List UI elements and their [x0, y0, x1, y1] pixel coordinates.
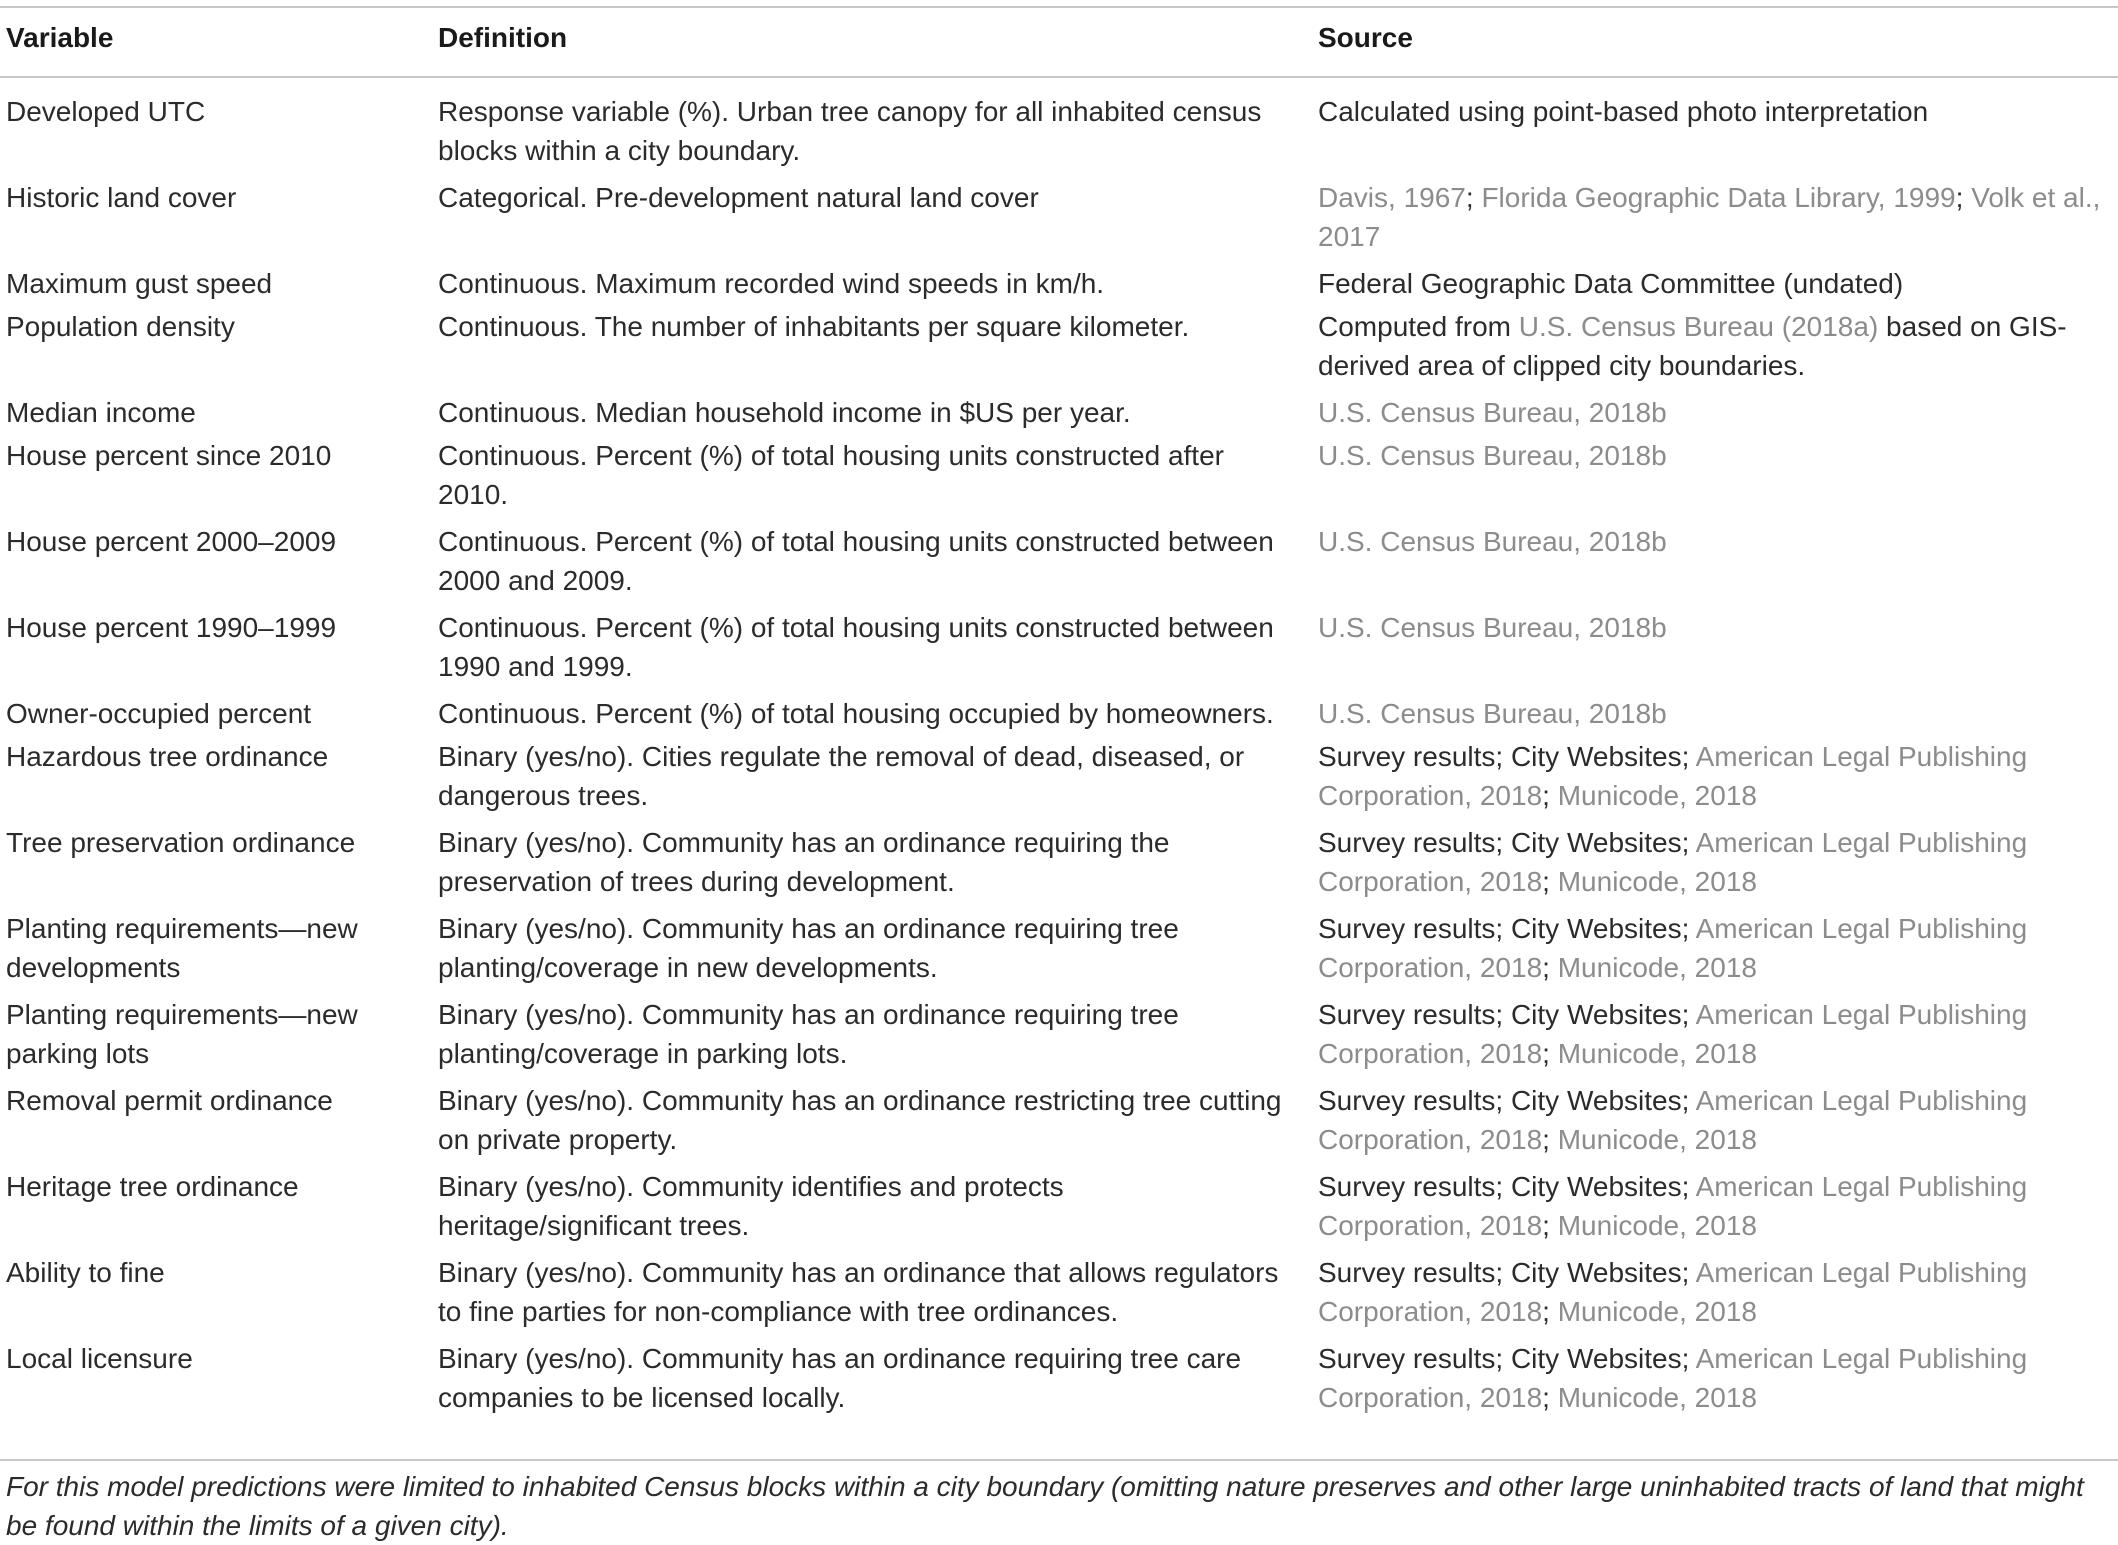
cell-variable: Population density	[6, 311, 235, 342]
source-text: Computed from	[1318, 311, 1519, 342]
source-text: Survey results; City Websites;	[1318, 1343, 1696, 1374]
cell-variable: Heritage tree ordinance	[6, 1171, 299, 1202]
source-citation-link[interactable]: U.S. Census Bureau, 2018b	[1318, 698, 1667, 729]
source-text: ;	[1542, 1296, 1558, 1327]
cell-variable: Hazardous tree ordinance	[6, 741, 329, 772]
cell-definition: Continuous. Median household income in $US per year.	[438, 397, 1131, 428]
cell-definition: Binary (yes/no). Community has an ordinance requiring the preservation of trees during development.	[438, 827, 1170, 897]
cell-source	[1318, 909, 2118, 987]
source-text: ;	[1542, 1382, 1558, 1413]
cell-variable: Historic land cover	[6, 182, 237, 213]
table-row	[0, 436, 2118, 522]
table-row	[0, 1081, 2118, 1167]
cell-source	[1318, 1167, 2118, 1245]
source-citation-link[interactable]: Municode, 2018	[1557, 1382, 1757, 1413]
cell-definition: Response variable (%). Urban tree canopy for all inhabited census blocks within a city boundary.	[438, 96, 1262, 166]
cell-definition: Continuous. Percent (%) of total housing units constructed after 2010.	[438, 440, 1224, 510]
source-citation-link[interactable]: Volk et al., 2017	[1318, 182, 2101, 252]
cell-source	[1318, 737, 2118, 815]
header-definition: Definition	[438, 22, 568, 53]
table-row	[0, 178, 2118, 264]
table-row	[0, 608, 2118, 694]
source-citation-link[interactable]: U.S. Census Bureau, 2018b	[1318, 397, 1667, 428]
source-citation-link[interactable]: Municode, 2018	[1557, 1038, 1757, 1069]
table-row	[0, 694, 2118, 737]
source-citation-link[interactable]: Municode, 2018	[1557, 952, 1757, 983]
cell-source	[1318, 307, 2118, 385]
source-citation-link[interactable]: Davis, 1967	[1318, 182, 1466, 213]
source-citation-link[interactable]: U.S. Census Bureau, 2018b	[1318, 440, 1667, 471]
cell-source	[1318, 522, 2118, 561]
header-rule	[0, 76, 2118, 78]
cell-source	[1318, 995, 2118, 1073]
source-citation-link[interactable]: Municode, 2018	[1557, 866, 1757, 897]
cell-source	[1318, 1339, 2118, 1417]
source-citation-link[interactable]: American Legal Publishing Corporation, 2018	[1318, 827, 2028, 897]
cell-variable: House percent 2000–2009	[6, 526, 337, 557]
cell-source	[1318, 608, 2118, 647]
source-text: Survey results; City Websites;	[1318, 827, 1696, 858]
source-citation-link[interactable]: American Legal Publishing Corporation, 2018	[1318, 1085, 2028, 1155]
cell-variable: Median income	[6, 397, 196, 428]
source-text: Calculated using point-based photo interpretation	[1318, 96, 1929, 127]
cell-variable: Planting requirements—new developments	[6, 913, 358, 983]
table-row	[0, 92, 2118, 178]
source-text: Survey results; City Websites;	[1318, 1085, 1696, 1116]
source-citation-link[interactable]: American Legal Publishing Corporation, 2018	[1318, 741, 2028, 811]
table-row	[0, 823, 2118, 909]
cell-definition: Continuous. Percent (%) of total housing occupied by homeowners.	[438, 698, 1274, 729]
cell-variable: Maximum gust speed	[6, 268, 273, 299]
cell-variable: Developed UTC	[6, 96, 206, 127]
source-citation-link[interactable]: Municode, 2018	[1557, 1124, 1757, 1155]
cell-definition: Continuous. Percent (%) of total housing units constructed between 1990 and 1999.	[438, 612, 1274, 682]
cell-variable: Owner-occupied percent	[6, 698, 312, 729]
cell-source	[1318, 393, 2118, 432]
source-citation-link[interactable]: Florida Geographic Data Library, 1999	[1481, 182, 1956, 213]
table-row	[0, 737, 2118, 823]
cell-definition: Binary (yes/no). Community has an ordinance requiring tree care companies to be licensed locally.	[438, 1343, 1242, 1413]
source-text: ;	[1542, 1038, 1558, 1069]
table-row	[0, 393, 2118, 436]
source-text: Survey results; City Websites;	[1318, 999, 1696, 1030]
source-citation-link[interactable]: American Legal Publishing Corporation, 2018	[1318, 1343, 2028, 1413]
source-citation-link[interactable]: U.S. Census Bureau, 2018b	[1318, 526, 1667, 557]
table-row	[0, 1339, 2118, 1425]
cell-definition: Continuous. Maximum recorded wind speeds in km/h.	[438, 268, 1105, 299]
source-text: Federal Geographic Data Committee (undated)	[1318, 268, 1904, 299]
cell-source	[1318, 694, 2118, 733]
cell-definition: Categorical. Pre-development natural land cover	[438, 182, 1039, 213]
source-citation-link[interactable]: Municode, 2018	[1557, 1296, 1757, 1327]
header-variable: Variable	[6, 22, 114, 53]
source-text: ;	[1542, 952, 1558, 983]
source-text: ;	[1465, 182, 1482, 213]
table-bottom-rule	[0, 1459, 2118, 1461]
cell-variable: Tree preservation ordinance	[6, 827, 356, 858]
source-text: Survey results; City Websites;	[1318, 741, 1696, 772]
table-row	[0, 909, 2118, 995]
source-text: based on GIS-derived area of clipped city boundaries.	[1318, 311, 2067, 381]
cell-variable: House percent since 2010	[6, 440, 332, 471]
cell-variable: House percent 1990–1999	[6, 612, 337, 643]
cell-variable: Local licensure	[6, 1343, 193, 1374]
cell-source	[1318, 1253, 2118, 1331]
cell-definition: Binary (yes/no). Community identifies and protects heritage/significant trees.	[438, 1171, 1064, 1241]
source-citation-link[interactable]: Municode, 2018	[1557, 1210, 1757, 1241]
table-row	[0, 1167, 2118, 1253]
cell-definition: Binary (yes/no). Cities regulate the removal of dead, diseased, or dangerous trees.	[438, 741, 1245, 811]
cell-definition: Binary (yes/no). Community has an ordinance requiring tree planting/coverage in new developments.	[438, 913, 1179, 983]
source-text: Survey results; City Websites;	[1318, 1171, 1696, 1202]
cell-source	[1318, 1081, 2118, 1159]
cell-definition: Continuous. The number of inhabitants per square kilometer.	[438, 311, 1190, 342]
source-citation-link[interactable]: U.S. Census Bureau (2018a)	[1518, 311, 1879, 342]
cell-definition: Binary (yes/no). Community has an ordinance that allows regulators to fine parties for non-compliance with tree ordinances.	[438, 1257, 1279, 1327]
cell-source	[1318, 264, 2118, 303]
cell-source	[1318, 436, 2118, 475]
cell-source	[1318, 823, 2118, 901]
cell-definition: Binary (yes/no). Community has an ordinance restricting tree cutting on private property.	[438, 1085, 1282, 1155]
source-citation-link[interactable]: U.S. Census Bureau, 2018b	[1318, 612, 1667, 643]
source-text: ;	[1542, 1124, 1558, 1155]
table-row	[0, 264, 2118, 307]
source-citation-link[interactable]: American Legal Publishing Corporation, 2018	[1318, 1171, 2028, 1241]
table-row	[0, 995, 2118, 1081]
cell-definition: Binary (yes/no). Community has an ordinance requiring tree planting/coverage in parking lots.	[438, 999, 1179, 1069]
source-text: Survey results; City Websites;	[1318, 913, 1696, 944]
header-source: Source	[1318, 22, 1413, 53]
table-top-rule	[0, 6, 2118, 8]
source-text: ;	[1542, 780, 1558, 811]
source-citation-link[interactable]: Municode, 2018	[1557, 780, 1757, 811]
source-text: ;	[1955, 182, 1972, 213]
cell-definition: Continuous. Percent (%) of total housing units constructed between 2000 and 2009.	[438, 526, 1274, 596]
source-citation-link[interactable]: American Legal Publishing Corporation, 2018	[1318, 999, 2028, 1069]
cell-source	[1318, 92, 2118, 131]
cell-variable: Ability to fine	[6, 1257, 165, 1288]
table-row	[0, 522, 2118, 608]
table-row	[0, 307, 2118, 393]
table-row	[0, 1253, 2118, 1339]
cell-variable: Removal permit ordinance	[6, 1085, 333, 1116]
source-citation-link[interactable]: American Legal Publishing Corporation, 2018	[1318, 913, 2028, 983]
source-text: ;	[1542, 1210, 1558, 1241]
source-citation-link[interactable]: American Legal Publishing Corporation, 2018	[1318, 1257, 2028, 1327]
source-text: ;	[1542, 866, 1558, 897]
cell-variable: Planting requirements—new parking lots	[6, 999, 358, 1069]
table-body	[0, 92, 2118, 1425]
table-footnote: For this model predictions were limited to inhabited Census blocks within a city boundary (omitting nature preserves and other large uninhabited tracts of land that might be found within the limits of a given city).	[6, 1471, 2084, 1541]
cell-source	[1318, 178, 2118, 256]
source-text: Survey results; City Websites;	[1318, 1257, 1696, 1288]
